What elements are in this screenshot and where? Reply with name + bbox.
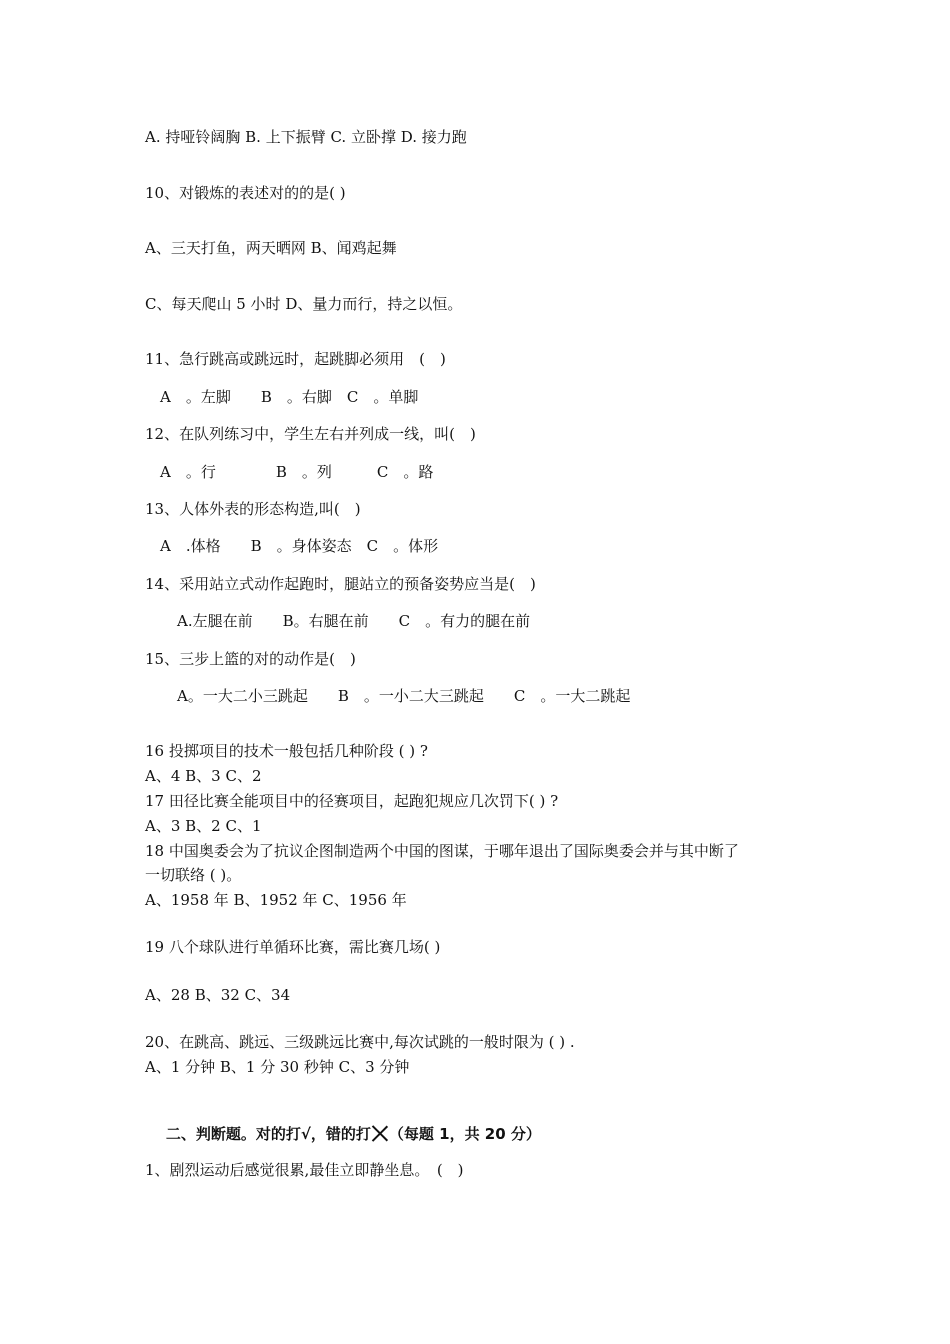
q14-question: 14、采用站立式动作起跑时，腿站立的预备姿势应当是( ) [145, 575, 536, 593]
q18-question-line1: 18 中国奥委会为了抗议企图制造两个中国的图谋，于哪年退出了国际奥委会并与其中断了 [145, 842, 739, 860]
q20-question: 20、在跳高、跳远、三级跳远比赛中,每次试跳的一般时限为 ( ) . [145, 1033, 575, 1051]
section-2-heading [145, 1104, 541, 1164]
q15-question: 15、三步上篮的对的动作是( ) [145, 650, 356, 668]
q10-options-ab: A、三天打鱼，两天晒网 B、闻鸡起舞 [145, 239, 397, 257]
q12-options: A 。行 B 。列 C 。路 [160, 463, 434, 481]
q16-question: 16 投掷项目的技术一般包括几种阶段 ( ) ? [145, 742, 428, 760]
q15-options: A。一大二小三跳起 B 。一小二大三跳起 C 。一大二跳起 [177, 687, 631, 705]
q10-question: 10、对锻炼的表述对的的是( ) [145, 184, 346, 202]
q18-options: A、1958 年 B、1952 年 C、1956 年 [145, 891, 407, 909]
q11-question: 11、急行跳高或跳远时，起跳脚必须用 ( ) [145, 350, 446, 368]
q13-question: 13、人体外表的形态构造,叫( ) [145, 500, 361, 518]
cross-mark-icon [372, 1125, 388, 1141]
section-2-heading-suffix: （每题 1，共 20 分） [388, 1125, 541, 1143]
q19-question: 19 八个球队进行单循环比赛，需比赛几场( ) [145, 938, 441, 956]
q12-question: 12、在队列练习中，学生左右并列成一线，叫( ) [145, 425, 476, 443]
q14-options: A.左腿在前 B。右腿在前 C 。有力的腿在前 [177, 612, 531, 630]
q11-options: A 。左脚 B 。右脚 C 。单脚 [160, 388, 419, 406]
q9-options: A. 持哑铃阔胸 B. 上下振臂 C. 立卧撑 D. 接力跑 [145, 128, 467, 146]
q18-question-line2: 一切联络 ( )。 [145, 866, 242, 884]
section-2-heading-prefix: 二、判断题。对的打√，错的打 [165, 1125, 371, 1143]
q17-question: 17 田径比赛全能项目中的径赛项目，起跑犯规应几次罚下( ) ? [145, 792, 559, 810]
q17-options: A、3 B、2 C、1 [145, 817, 262, 835]
q19-options: A、28 B、32 C、34 [145, 986, 291, 1004]
tf-q1: 1、剧烈运动后感觉很累,最佳立即静坐息。 ( ) [145, 1161, 464, 1179]
q10-options-cd: C、每天爬山 5 小时 D、量力而行，持之以恒。 [145, 295, 463, 313]
q16-options: A、4 B、3 C、2 [145, 767, 262, 785]
q20-options: A、1 分钟 B、1 分 30 秒钟 C、3 分钟 [145, 1058, 410, 1076]
q13-options: A .体格 B 。身体姿态 C 。体形 [160, 537, 439, 555]
